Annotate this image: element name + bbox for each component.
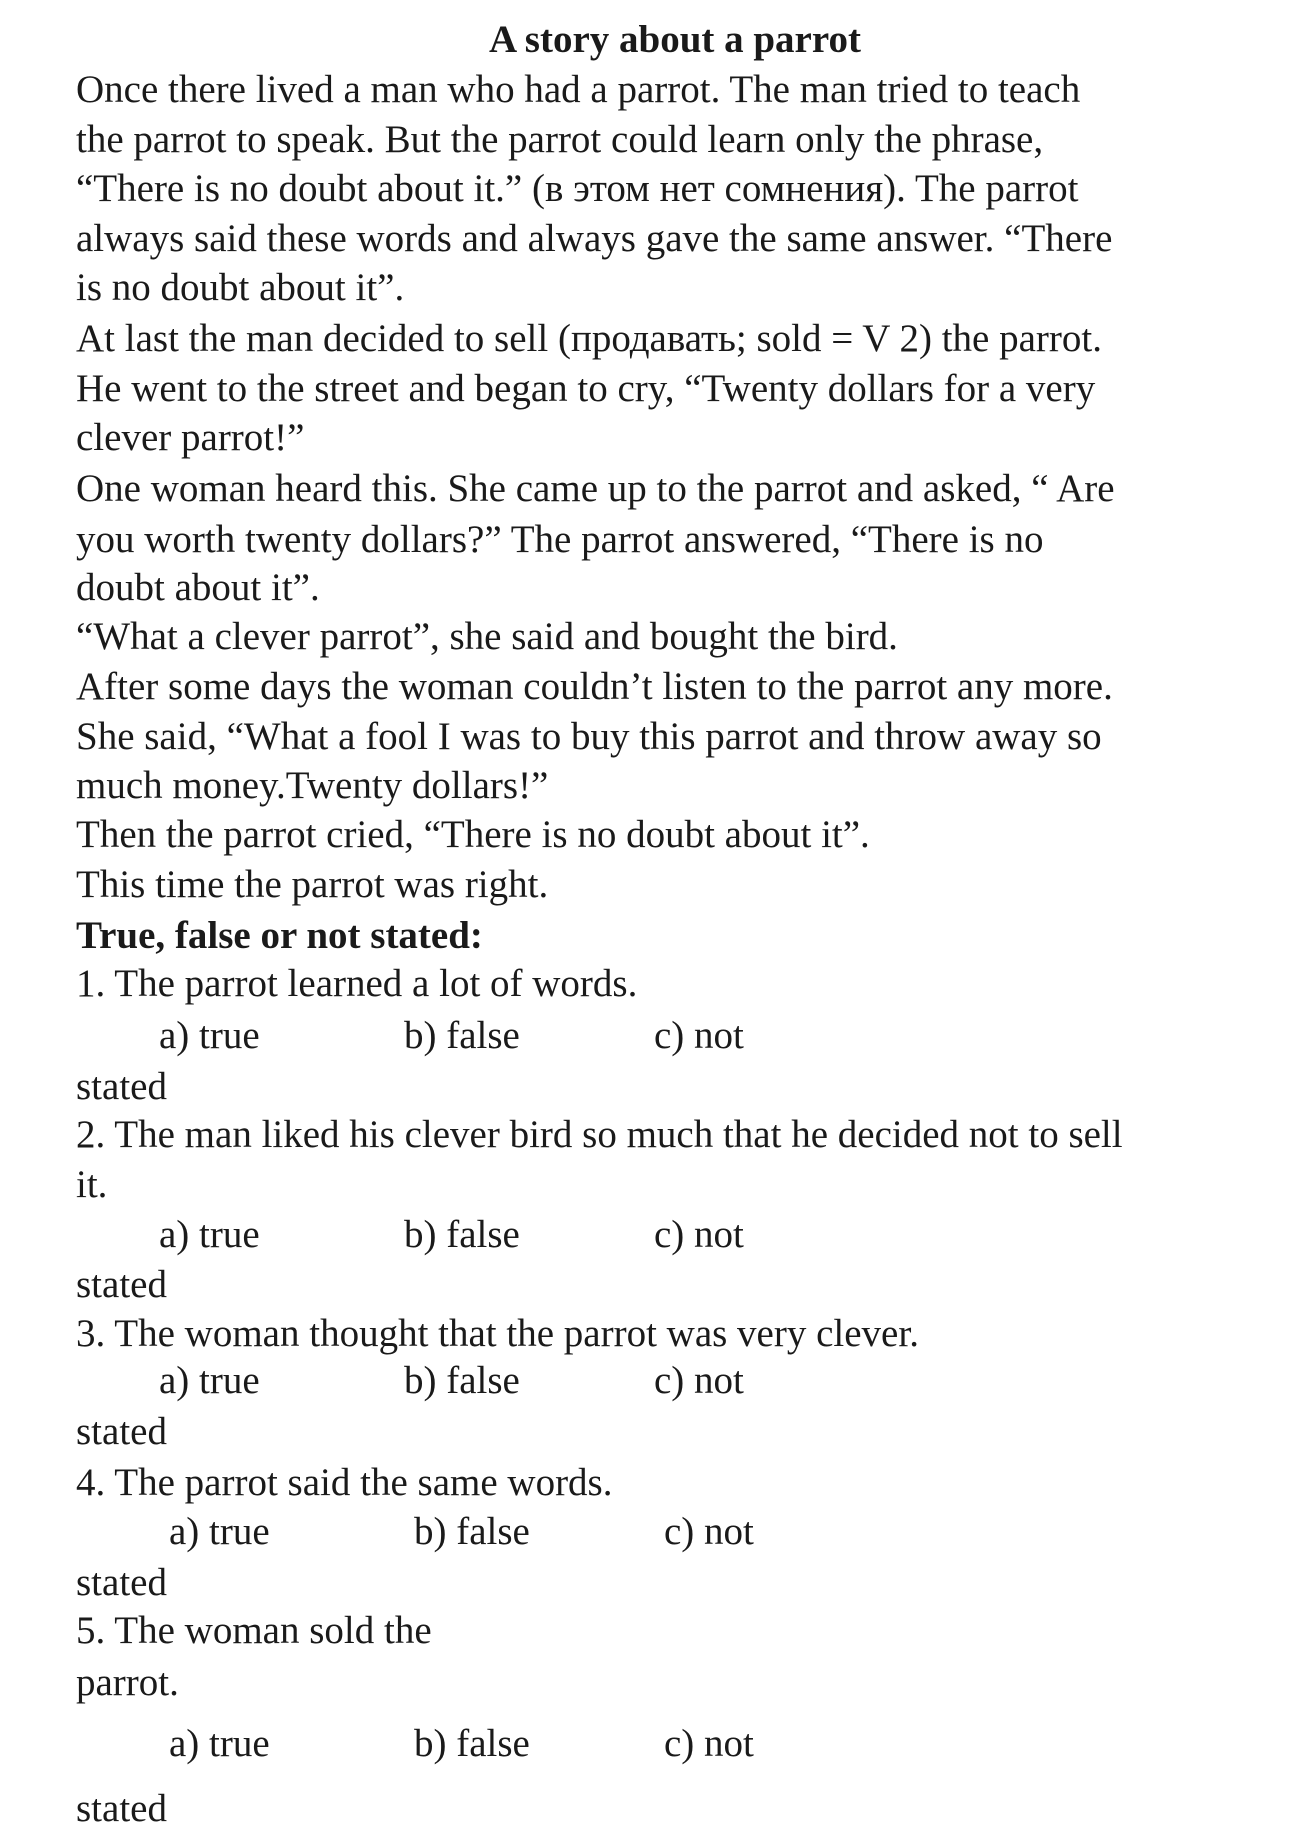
question-1-option-c-cont: stated [76, 1065, 167, 1108]
question-2-text-cont: it. [76, 1163, 108, 1206]
question-3-option-a: a) true [159, 1359, 260, 1402]
question-5-option-c-cont: stated [76, 1787, 167, 1830]
question-2-option-c: c) not [654, 1213, 744, 1256]
question-2-option-b: b) false [404, 1213, 520, 1256]
question-5-text: 5. The woman sold the [76, 1609, 432, 1652]
question-1-option-a: a) true [159, 1014, 260, 1057]
question-4-option-a: a) true [169, 1510, 270, 1553]
task-heading: True, false or not stated: [76, 914, 483, 957]
story-line: One woman heard this. She came up to the parrot and asked, “ Are [76, 467, 1115, 510]
story-line: much money.Twenty dollars!” [76, 764, 549, 807]
story-line: He went to the street and began to cry, “Twenty dollars for a very [76, 367, 1096, 410]
question-4-text: 4. The parrot said the same words. [76, 1461, 613, 1504]
story-line: Once there lived a man who had a parrot. The man tried to teach [76, 68, 1081, 111]
story-line: This time the parrot was right. [76, 863, 549, 906]
question-3-option-c: c) not [654, 1359, 744, 1402]
question-3-option-c-cont: stated [76, 1410, 167, 1453]
story-line: you worth twenty dollars?” The parrot answered, “There is no [76, 518, 1044, 561]
question-5-option-a: a) true [169, 1722, 270, 1765]
story-line: After some days the woman couldn’t listen to the parrot any more. [76, 665, 1113, 708]
question-5-text-cont: parrot. [76, 1661, 179, 1704]
question-1-option-b: b) false [404, 1014, 520, 1057]
question-5-option-b: b) false [414, 1722, 530, 1765]
page-title: A story about a parrot [489, 18, 861, 61]
question-1-option-c: c) not [654, 1014, 744, 1057]
story-line: At last the man decided to sell (продавать; sold = V 2) the parrot. [76, 317, 1102, 360]
question-4-option-c: c) not [664, 1510, 754, 1553]
question-2-text: 2. The man liked his clever bird so much that he decided not to sell [76, 1113, 1123, 1156]
story-line: the parrot to speak. But the parrot could learn only the phrase, [76, 118, 1044, 161]
story-line: is no doubt about it”. [76, 266, 405, 309]
story-line: Then the parrot cried, “There is no doubt about it”. [76, 813, 870, 856]
story-line: clever parrot!” [76, 416, 305, 459]
question-4-option-c-cont: stated [76, 1561, 167, 1604]
question-2-option-c-cont: stated [76, 1263, 167, 1306]
story-line: She said, “What a fool I was to buy this parrot and throw away so [76, 715, 1102, 758]
question-3-text: 3. The woman thought that the parrot was very clever. [76, 1312, 919, 1355]
story-line: “There is no doubt about it.” (в этом нет сомнения). The parrot [76, 167, 1079, 210]
question-1-text: 1. The parrot learned a lot of words. [76, 962, 638, 1005]
story-line: “What a clever parrot”, she said and bought the bird. [76, 615, 898, 658]
question-4-option-b: b) false [414, 1510, 530, 1553]
story-line: doubt about it”. [76, 566, 320, 609]
question-5-option-c: c) not [664, 1722, 754, 1765]
question-2-option-a: a) true [159, 1213, 260, 1256]
question-3-option-b: b) false [404, 1359, 520, 1402]
story-line: always said these words and always gave the same answer. “There [76, 217, 1113, 260]
